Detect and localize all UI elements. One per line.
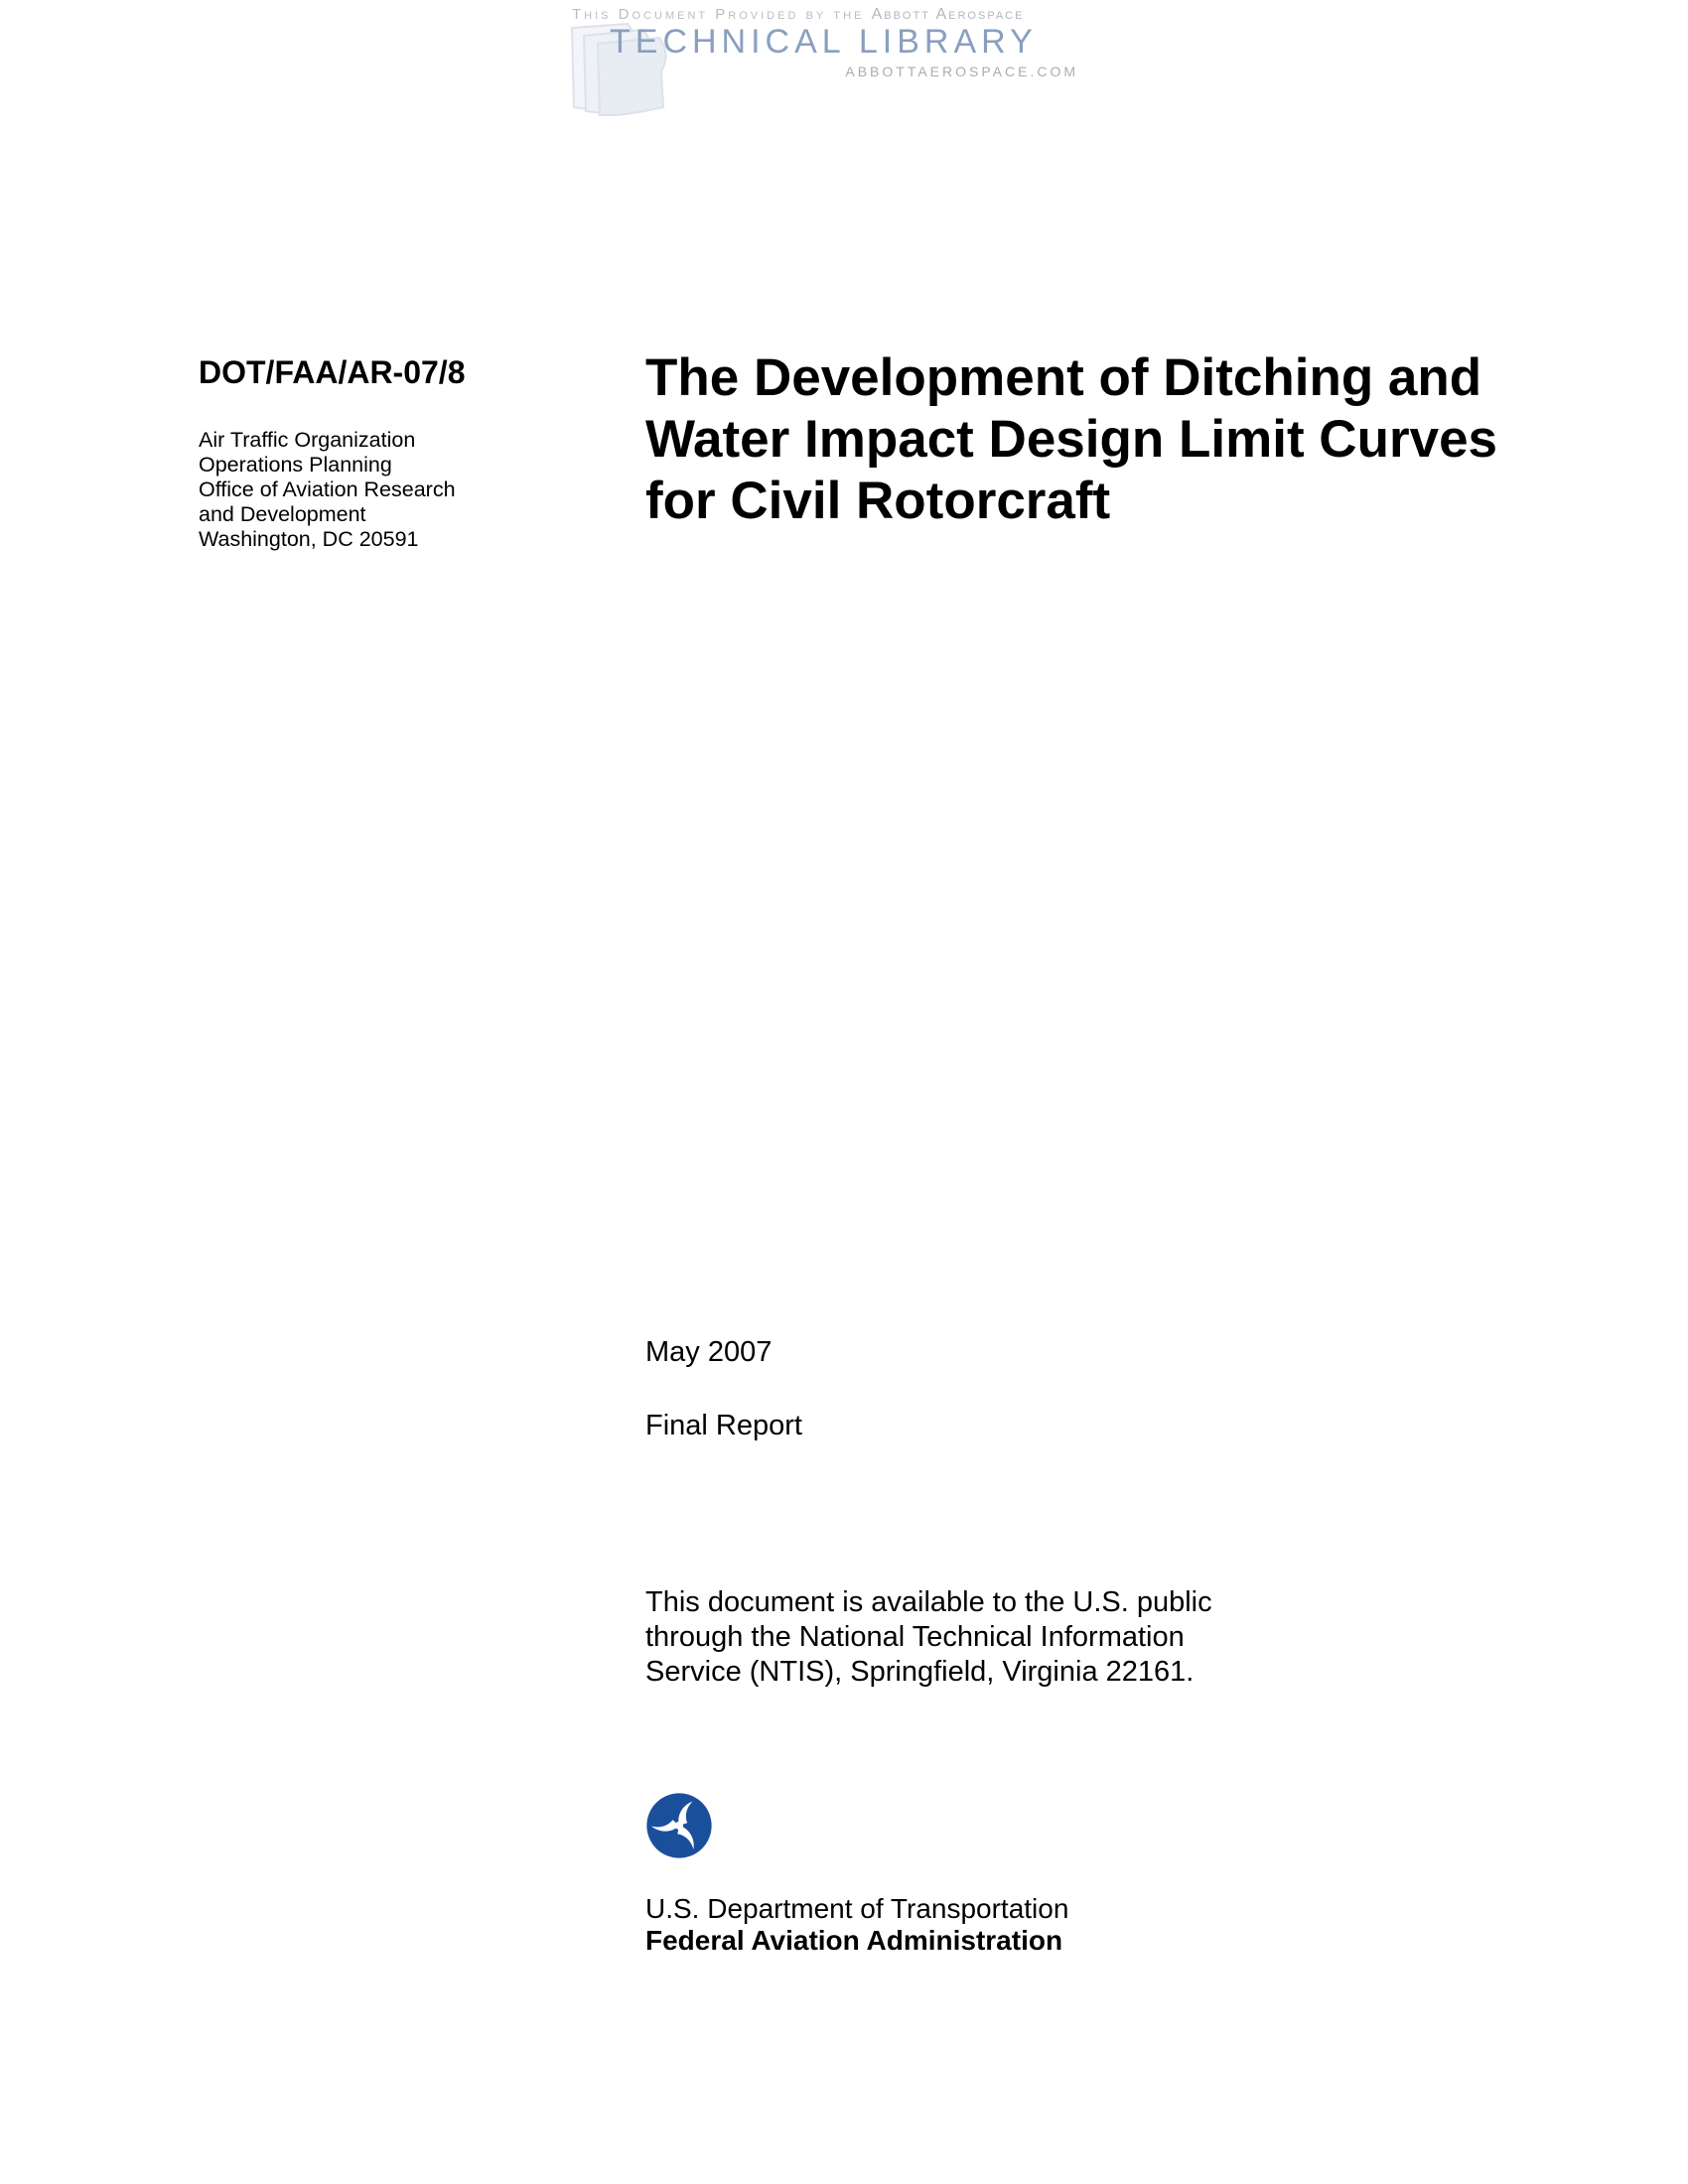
report-title [645, 347, 1658, 532]
availability-line: Service (NTIS), Springfield, Virginia 22161. [645, 1656, 1195, 1688]
department-name: U.S. Department of Transportation [645, 1893, 1069, 1924]
watermark-provided-prefix: This Document Provided by the [572, 6, 865, 23]
title-line: The Development of Ditching and [645, 348, 1482, 407]
organization-address [199, 428, 456, 552]
watermark-provided-by [572, 6, 1084, 24]
availability-line: This document is available to the U.S. public [645, 1586, 1212, 1618]
watermark-technical-library: TECHNICAL LIBRARY [610, 23, 1038, 61]
watermark-banner [568, 4, 1084, 115]
title-line: for Civil Rotorcraft [645, 472, 1111, 530]
dot-triskelion-logo-icon [645, 1792, 713, 1859]
org-line: and Development [199, 502, 366, 526]
org-line: Air Traffic Organization [199, 428, 416, 452]
org-line: Operations Planning [199, 453, 392, 477]
watermark-website: ABBOTTAEROSPACE.COM [845, 64, 1078, 79]
org-line: Washington, DC 20591 [199, 527, 419, 551]
org-line: Office of Aviation Research [199, 478, 456, 501]
title-line: Water Impact Design Limit Curves [645, 410, 1498, 469]
watermark-brand: Abbott Aerospace [871, 6, 1025, 23]
report-type: Final Report [645, 1410, 802, 1441]
publication-date: May 2007 [645, 1336, 773, 1368]
agency-block [645, 1893, 1068, 1957]
report-number: DOT/FAA/AR-07/8 [199, 354, 466, 390]
availability-line: through the National Technical Information [645, 1621, 1185, 1653]
availability-statement [645, 1585, 1212, 1690]
administration-name: Federal Aviation Administration [645, 1925, 1063, 1956]
